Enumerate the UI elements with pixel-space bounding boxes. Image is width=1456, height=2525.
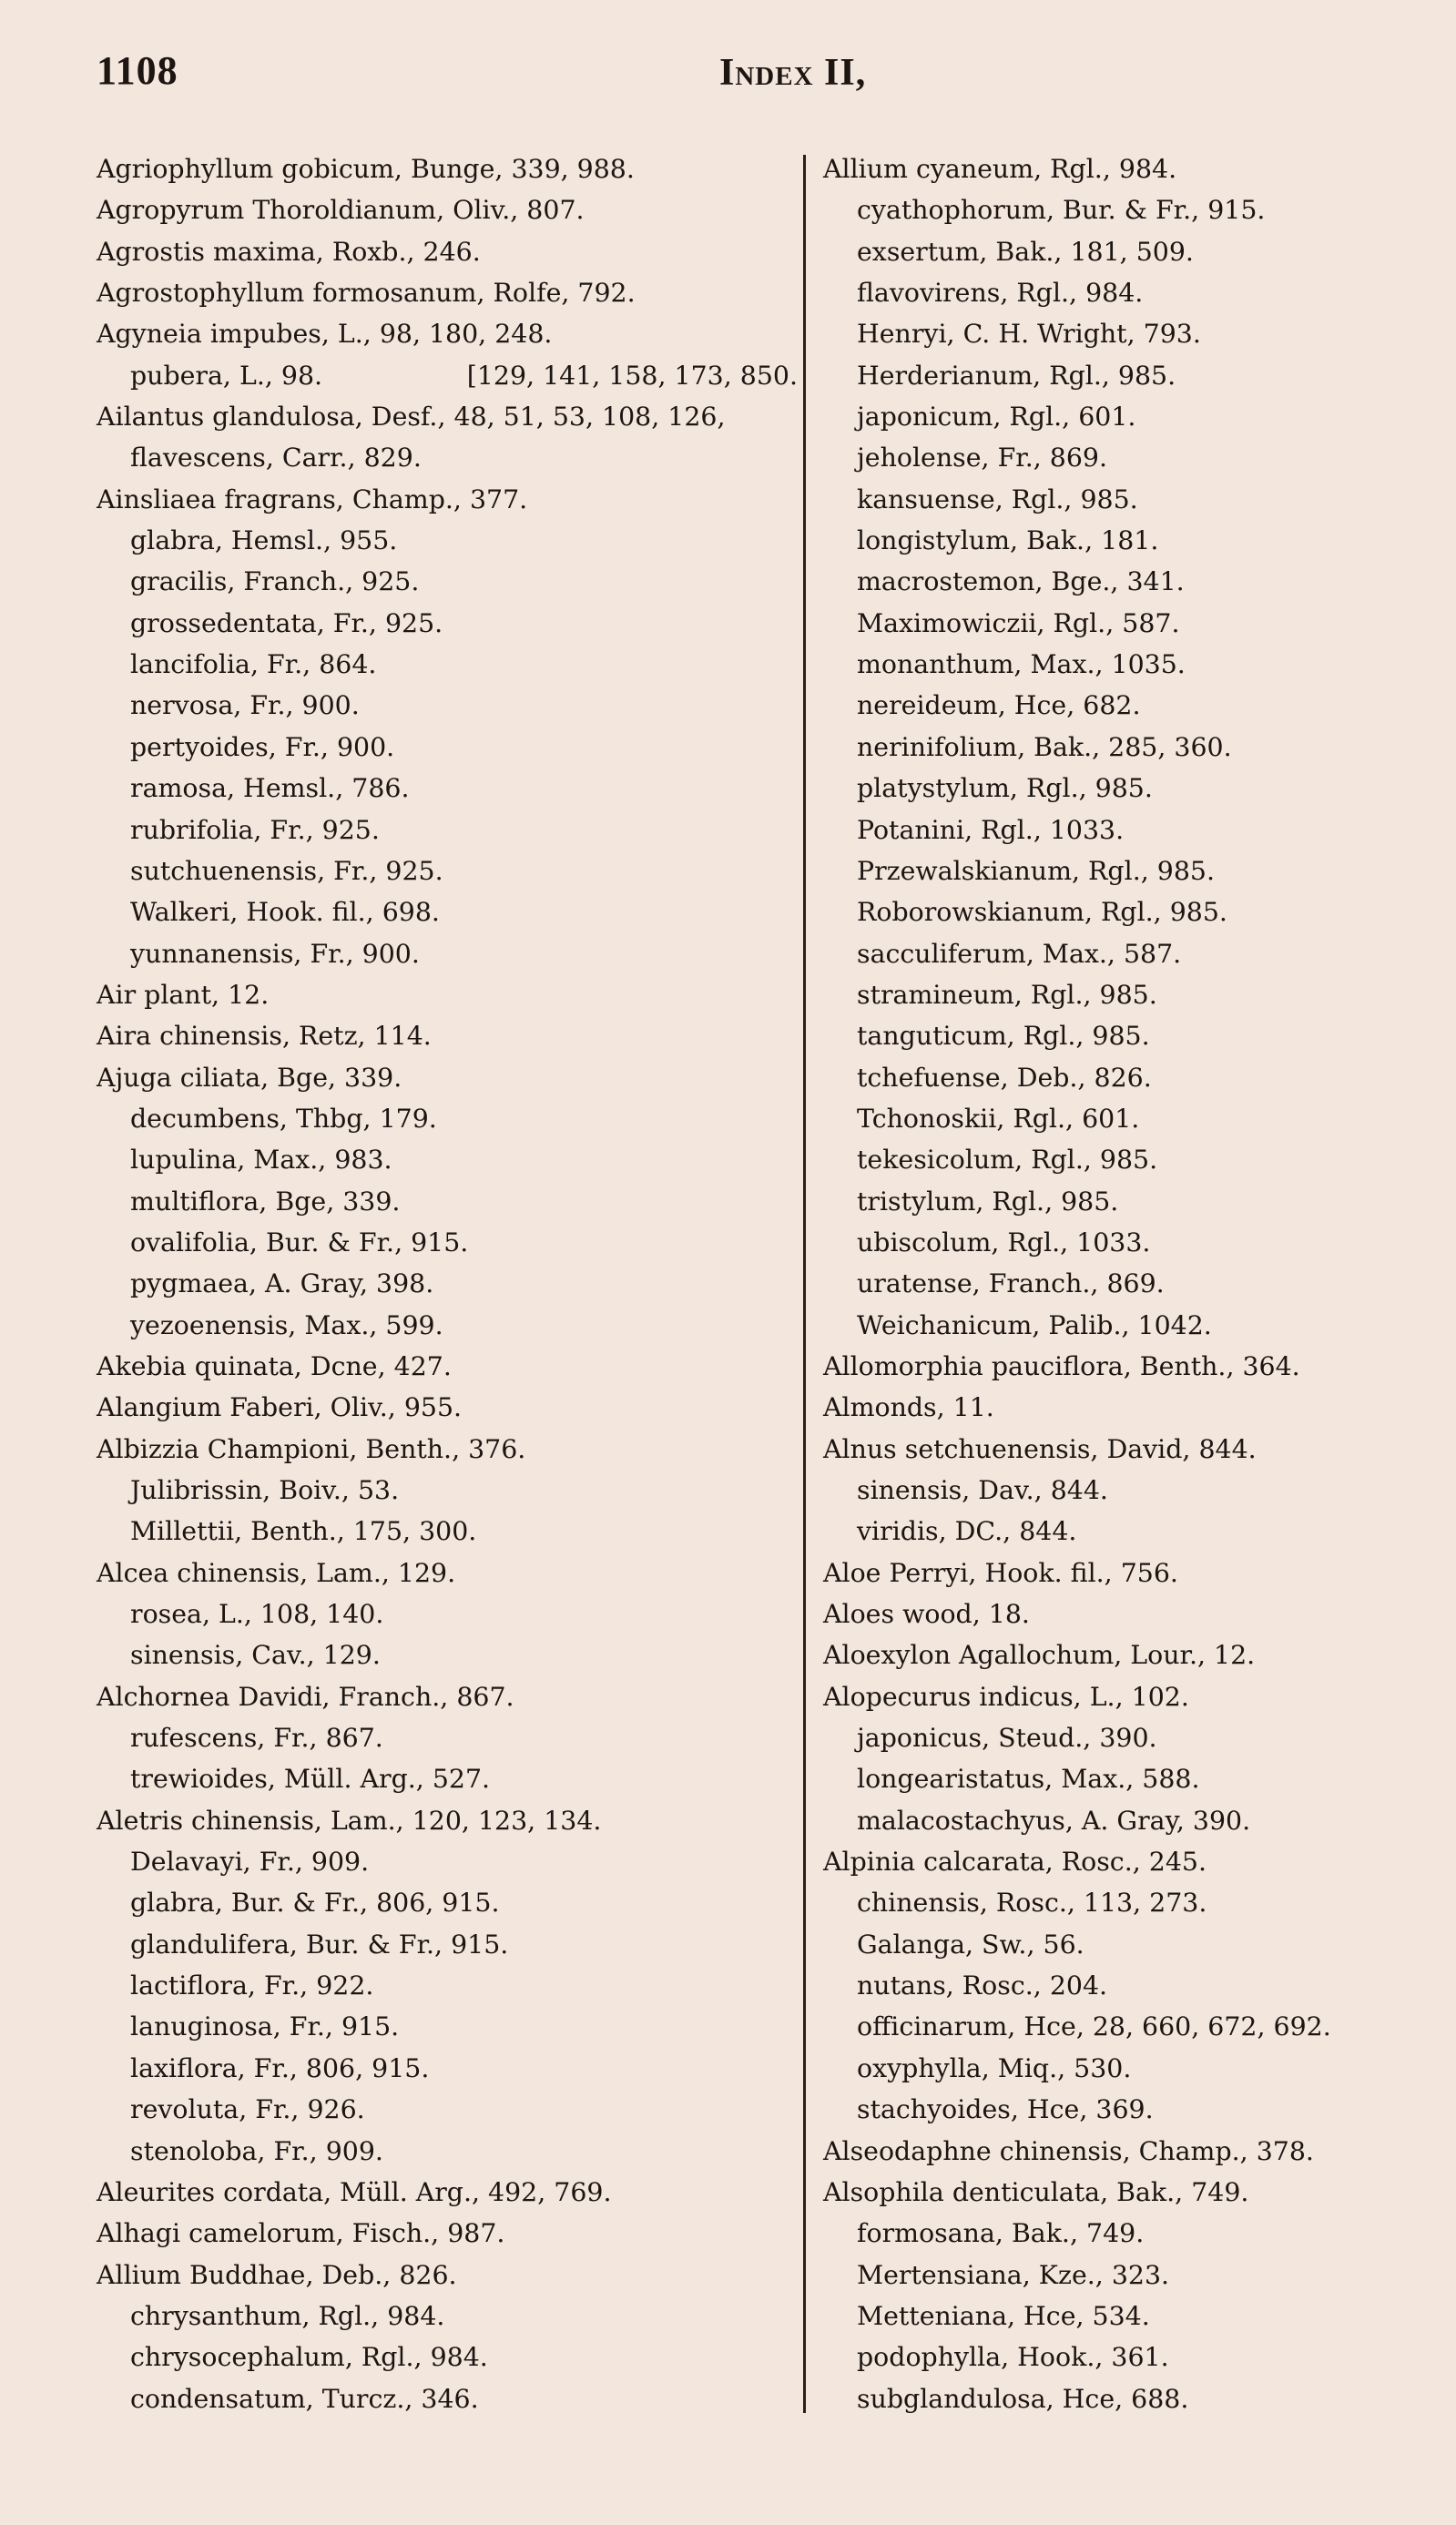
index-subentry bbox=[97, 1263, 798, 1304]
index-subentry bbox=[823, 1882, 1388, 1923]
index-entry bbox=[97, 974, 798, 1015]
entry-text: jeholense, Fr., 869. bbox=[857, 443, 1108, 473]
entry-text: Delavayi, Fr., 909. bbox=[130, 1847, 370, 1878]
entry-text: ubiscolum, Rgl., 1033. bbox=[857, 1227, 1151, 1257]
index-subentry bbox=[823, 685, 1388, 726]
index-entry bbox=[97, 2213, 798, 2254]
index-entry bbox=[97, 479, 798, 520]
index-subentry bbox=[823, 1305, 1388, 1346]
index-entry bbox=[97, 189, 798, 230]
entry-text: Agriophyllum gobicum, Bunge, 339, 988. bbox=[97, 154, 635, 184]
entry-text: japonicus, Steud., 390. bbox=[857, 1723, 1157, 1754]
index-subentry bbox=[97, 1098, 798, 1139]
index-subentry bbox=[823, 809, 1388, 850]
entry-text: revoluta, Fr., 926. bbox=[130, 2094, 365, 2125]
index-subentry bbox=[97, 2089, 798, 2130]
entry-text: ramosa, Hemsl., 786. bbox=[130, 773, 410, 804]
index-subentry bbox=[823, 2378, 1388, 2419]
index-subentry bbox=[823, 189, 1388, 230]
entry-text: exsertum, Bak., 181, 509. bbox=[857, 236, 1194, 267]
entry-text: Ailantus glandulosa, Desf., 48, 51, 53, 108, 126, bbox=[97, 402, 726, 433]
index-subentry bbox=[823, 1139, 1388, 1180]
entry-text: Millettii, Benth., 175, 300. bbox=[130, 1516, 477, 1547]
entry-text: Allium cyaneum, Rgl., 984. bbox=[823, 154, 1177, 184]
index-subentry bbox=[97, 644, 798, 685]
index-subentry bbox=[97, 1181, 798, 1222]
entry-text: lanuginosa, Fr., 915. bbox=[130, 2011, 400, 2042]
entry-text: Alseodaphne chinensis, Champ., 378. bbox=[823, 2135, 1314, 2166]
index-subentry bbox=[823, 768, 1388, 809]
index-subentry bbox=[823, 2337, 1388, 2377]
index-subentry bbox=[823, 313, 1388, 354]
index-subentry bbox=[823, 1717, 1388, 1758]
index-subentry bbox=[823, 2048, 1388, 2089]
index-subentry bbox=[823, 1222, 1388, 1263]
entry-text: Aloe Perryi, Hook. fil., 756. bbox=[823, 1557, 1178, 1588]
index-column-left bbox=[97, 148, 798, 2419]
index-entry bbox=[823, 1676, 1388, 1717]
index-entry bbox=[97, 272, 798, 313]
entry-text: Alsophila denticulata, Bak., 749. bbox=[823, 2176, 1249, 2207]
entry-text: rubrifolia, Fr., 925. bbox=[130, 814, 380, 845]
index-subentry bbox=[97, 1882, 798, 1923]
index-subentry bbox=[823, 1924, 1388, 1965]
index-entry bbox=[97, 1800, 798, 1841]
entry-text: Maximowiczii, Rgl., 587. bbox=[857, 607, 1180, 638]
entry-text: stenoloba, Fr., 909. bbox=[130, 2135, 383, 2166]
index-entry bbox=[823, 2172, 1388, 2213]
index-subentry bbox=[823, 974, 1388, 1015]
entry-text: grossedentata, Fr., 925. bbox=[130, 607, 443, 638]
index-entry bbox=[823, 1593, 1388, 1634]
index-entry bbox=[823, 1553, 1388, 1593]
index-subentry bbox=[97, 520, 798, 561]
entry-text: Almonds, 11. bbox=[823, 1392, 994, 1423]
entry-text: Allium Buddhae, Deb., 826. bbox=[97, 2259, 457, 2290]
index-entry bbox=[97, 2255, 798, 2296]
entry-text: yezoenensis, Max., 599. bbox=[130, 1309, 443, 1340]
index-subentry bbox=[97, 1593, 798, 1634]
index-entry bbox=[97, 2172, 798, 2213]
entry-text: Potanini, Rgl., 1033. bbox=[857, 814, 1125, 845]
entry-text: yunnanensis, Fr., 900. bbox=[130, 938, 420, 969]
index-subentry bbox=[823, 231, 1388, 272]
index-subentry bbox=[97, 2296, 798, 2337]
entry-text: Agropyrum Thoroldianum, Oliv., 807. bbox=[97, 195, 585, 226]
index-subentry bbox=[97, 1841, 798, 1882]
entry-text: nervosa, Fr., 900. bbox=[130, 690, 360, 721]
entry-text: tekesicolum, Rgl., 985. bbox=[857, 1145, 1158, 1176]
entry-text: formosana, Bak., 749. bbox=[857, 2218, 1145, 2249]
index-subentry bbox=[97, 355, 798, 396]
index-subentry bbox=[97, 685, 798, 726]
entry-text: flavescens, Carr., 829. bbox=[130, 443, 422, 473]
entry-text: sinensis, Dav., 844. bbox=[857, 1475, 1108, 1505]
entry-text: viridis, DC., 844. bbox=[857, 1516, 1077, 1547]
entry-text: sacculiferum, Max., 587. bbox=[857, 938, 1182, 969]
index-subentry bbox=[823, 2089, 1388, 2130]
index-entry bbox=[97, 1429, 798, 1470]
index-subentry bbox=[97, 1511, 798, 1552]
index-entry bbox=[97, 148, 798, 189]
entry-text: podophylla, Hook., 361. bbox=[857, 2342, 1169, 2373]
entry-text: Aloexylon Agallochum, Lour., 12. bbox=[823, 1640, 1256, 1671]
index-subentry bbox=[97, 891, 798, 932]
entry-text: multiflora, Bge, 339. bbox=[130, 1186, 401, 1217]
entry-text: Alopecurus indicus, L., 102. bbox=[823, 1681, 1189, 1712]
index-entry bbox=[823, 1387, 1388, 1428]
page-header bbox=[0, 47, 1456, 111]
entry-text: officinarum, Hce, 28, 660, 672, 692. bbox=[857, 2011, 1331, 2042]
entry-text: Aira chinensis, Retz, 114. bbox=[97, 1021, 432, 1052]
index-subentry bbox=[97, 1965, 798, 2006]
entry-text: Alangium Faberi, Oliv., 955. bbox=[97, 1392, 463, 1423]
entry-text: Mertensiana, Kze., 323. bbox=[857, 2259, 1170, 2290]
entry-text: rufescens, Fr., 867. bbox=[130, 1723, 383, 1754]
index-subentry bbox=[97, 2131, 798, 2172]
entry-text: lupulina, Max., 983. bbox=[130, 1145, 392, 1176]
entry-text: trewioides, Müll. Arg., 527. bbox=[130, 1764, 491, 1795]
index-subentry bbox=[823, 603, 1388, 644]
index-entry bbox=[97, 1387, 798, 1428]
index-subentry bbox=[823, 850, 1388, 891]
entry-text: nutans, Rosc., 204. bbox=[857, 1970, 1108, 2001]
entry-text: stramineum, Rgl., 985. bbox=[857, 979, 1157, 1010]
index-entry bbox=[97, 1676, 798, 1717]
index-subentry bbox=[97, 437, 798, 478]
entry-text: Aletris chinensis, Lam., 120, 123, 134. bbox=[97, 1805, 602, 1836]
index-subentry bbox=[97, 1222, 798, 1263]
entry-text: gracilis, Franch., 925. bbox=[130, 566, 420, 597]
entry-text: pygmaea, A. Gray, 398. bbox=[130, 1268, 434, 1299]
entry-text: Roborowskianum, Rgl., 985. bbox=[857, 897, 1227, 928]
entry-text: Walkeri, Hook. fil., 698. bbox=[130, 897, 440, 928]
index-subentry bbox=[823, 644, 1388, 685]
index-entry bbox=[97, 231, 798, 272]
entry-text: Julibrissin, Boiv., 53. bbox=[130, 1475, 400, 1505]
entry-text: nerinifolium, Bak., 285, 360. bbox=[857, 731, 1232, 762]
entry-text: lactiflora, Fr., 922. bbox=[130, 1970, 374, 2001]
index-subentry bbox=[823, 891, 1388, 932]
entry-text: tchefuense, Deb., 826. bbox=[857, 1062, 1152, 1093]
index-subentry bbox=[97, 1139, 798, 1180]
index-subentry bbox=[823, 520, 1388, 561]
index-subentry bbox=[97, 1924, 798, 1965]
index-subentry bbox=[823, 2296, 1388, 2337]
entry-text: Weichanicum, Palib., 1042. bbox=[857, 1309, 1212, 1340]
entry-text: Alhagi camelorum, Fisch., 987. bbox=[97, 2218, 505, 2249]
entry-text: Galanga, Sw., 56. bbox=[857, 1929, 1084, 1960]
entry-text: tanguticum, Rgl., 985. bbox=[857, 1021, 1150, 1052]
entry-overflow-note: [129, 141, 158, 173, 850. bbox=[466, 360, 798, 391]
entry-text: Alcea chinensis, Lam., 129. bbox=[97, 1557, 456, 1588]
index-subentry bbox=[823, 933, 1388, 974]
entry-text: Ainsliaea fragrans, Champ., 377. bbox=[97, 484, 528, 514]
index-subentry bbox=[97, 2048, 798, 2089]
index-subentry bbox=[823, 2255, 1388, 2296]
entry-text: Alpinia calcarata, Rosc., 245. bbox=[823, 1847, 1207, 1878]
entry-text: Albizzia Championi, Benth., 376. bbox=[97, 1433, 526, 1464]
page-number: 1108 bbox=[97, 48, 178, 93]
entry-text: Alchornea Davidi, Franch., 867. bbox=[97, 1681, 514, 1712]
entry-text: decumbens, Thbg, 179. bbox=[130, 1103, 437, 1134]
entry-text: Akebia quinata, Dcne, 427. bbox=[97, 1350, 452, 1381]
entry-text: japonicum, Rgl., 601. bbox=[857, 402, 1136, 433]
index-subentry bbox=[97, 809, 798, 850]
entry-text: subglandulosa, Hce, 688. bbox=[857, 2383, 1189, 2414]
entry-text: Air plant, 12. bbox=[97, 979, 270, 1010]
index-subentry bbox=[823, 1098, 1388, 1139]
entry-text: chrysocephalum, Rgl., 984. bbox=[130, 2342, 488, 2373]
index-entry bbox=[823, 1429, 1388, 1470]
entry-text: Henryi, C. H. Wright, 793. bbox=[857, 319, 1201, 350]
entry-text: sutchuenensis, Fr., 925. bbox=[130, 855, 443, 886]
index-subentry bbox=[97, 933, 798, 974]
index-subentry bbox=[823, 272, 1388, 313]
index-entry bbox=[97, 1553, 798, 1593]
entry-text: chrysanthum, Rgl., 984. bbox=[130, 2300, 445, 2331]
index-subentry bbox=[823, 1015, 1388, 1056]
index-subentry bbox=[97, 1470, 798, 1511]
index-subentry bbox=[97, 1758, 798, 1799]
index-entry bbox=[823, 1841, 1388, 1882]
entry-text: oxyphylla, Miq., 530. bbox=[857, 2052, 1132, 2083]
entry-text: Alnus setchuenensis, David, 844. bbox=[823, 1433, 1257, 1464]
index-entry bbox=[97, 313, 798, 354]
index-subentry bbox=[823, 355, 1388, 396]
index-subentry bbox=[823, 1470, 1388, 1511]
entry-text: longearistatus, Max., 588. bbox=[857, 1764, 1200, 1795]
entry-text: nereideum, Hce, 682. bbox=[857, 690, 1141, 721]
entry-text: stachyoides, Hce, 369. bbox=[857, 2094, 1154, 2125]
entry-text: tristylum, Rgl., 985. bbox=[857, 1186, 1119, 1217]
index-entry bbox=[97, 1346, 798, 1387]
index-subentry bbox=[97, 2378, 798, 2419]
entry-text: kansuense, Rgl., 985. bbox=[857, 484, 1138, 514]
index-subentry bbox=[823, 2213, 1388, 2254]
index-subentry bbox=[823, 1800, 1388, 1841]
entry-text: platystylum, Rgl., 985. bbox=[857, 773, 1153, 804]
entry-text: Aleurites cordata, Müll. Arg., 492, 769. bbox=[97, 2176, 612, 2207]
entry-text: Ajuga ciliata, Bge, 339. bbox=[97, 1062, 402, 1093]
entry-text: condensatum, Turcz., 346. bbox=[130, 2383, 479, 2414]
index-subentry bbox=[823, 561, 1388, 602]
index-subentry bbox=[823, 2006, 1388, 2047]
entry-text: monanthum, Max., 1035. bbox=[857, 649, 1186, 680]
index-subentry bbox=[97, 768, 798, 809]
column-divider bbox=[803, 155, 806, 2413]
entry-text: ovalifolia, Bur. & Fr., 915. bbox=[130, 1227, 469, 1257]
entry-text: glabra, Hemsl., 955. bbox=[130, 525, 398, 556]
entry-text: cyathophorum, Bur. & Fr., 915. bbox=[857, 195, 1266, 226]
entry-text: Allomorphia pauciflora, Benth., 364. bbox=[823, 1350, 1300, 1381]
entry-text: malacostachyus, A. Gray, 390. bbox=[857, 1805, 1251, 1836]
entry-text: Przewalskianum, Rgl., 985. bbox=[857, 855, 1215, 886]
entry-text: Metteniana, Hce, 534. bbox=[857, 2300, 1150, 2331]
index-subentry bbox=[823, 1965, 1388, 2006]
index-subentry bbox=[97, 561, 798, 602]
entry-text: Agrostophyllum formosanum, Rolfe, 792. bbox=[97, 278, 636, 309]
entry-text: sinensis, Cav., 129. bbox=[130, 1640, 381, 1671]
index-subentry bbox=[823, 479, 1388, 520]
index-subentry bbox=[823, 1511, 1388, 1552]
index-subentry bbox=[823, 1057, 1388, 1098]
entry-text: Tchonoskii, Rgl., 601. bbox=[857, 1103, 1140, 1134]
entry-text: rosea, L., 108, 140. bbox=[130, 1599, 384, 1630]
index-entry bbox=[97, 1015, 798, 1056]
entry-text: lancifolia, Fr., 864. bbox=[130, 649, 377, 680]
running-title: Index II, bbox=[719, 52, 867, 94]
index-subentry bbox=[823, 1263, 1388, 1304]
entry-text: glabra, Bur. & Fr., 806, 915. bbox=[130, 1888, 500, 1919]
index-entry bbox=[823, 1346, 1388, 1387]
entry-text: flavovirens, Rgl., 984. bbox=[857, 278, 1144, 309]
index-subentry bbox=[97, 1717, 798, 1758]
index-subentry bbox=[97, 1305, 798, 1346]
index-entry bbox=[823, 148, 1388, 189]
index-entry bbox=[97, 1057, 798, 1098]
entry-text: Aloes wood, 18. bbox=[823, 1599, 1030, 1630]
index-subentry bbox=[823, 396, 1388, 437]
entry-text: Agrostis maxima, Roxb., 246. bbox=[97, 236, 481, 267]
index-subentry bbox=[97, 603, 798, 644]
index-subentry bbox=[823, 1758, 1388, 1799]
index-subentry bbox=[97, 1634, 798, 1675]
index-entry bbox=[823, 2131, 1388, 2172]
entry-text: longistylum, Bak., 181. bbox=[857, 525, 1159, 556]
index-column-right bbox=[823, 148, 1388, 2419]
entry-text: Herderianum, Rgl., 985. bbox=[857, 360, 1176, 391]
index-subentry bbox=[97, 727, 798, 768]
entry-text: glandulifera, Bur. & Fr., 915. bbox=[130, 1929, 509, 1960]
entry-text: laxiflora, Fr., 806, 915. bbox=[130, 2052, 430, 2083]
index-entry bbox=[823, 1634, 1388, 1675]
entry-text: uratense, Franch., 869. bbox=[857, 1268, 1165, 1299]
index-subentry bbox=[97, 2006, 798, 2047]
index-subentry bbox=[823, 1181, 1388, 1222]
index-subentry bbox=[97, 2337, 798, 2377]
entry-text: macrostemon, Bge., 341. bbox=[857, 566, 1185, 597]
entry-text: chinensis, Rosc., 113, 273. bbox=[857, 1888, 1207, 1919]
entry-text: pertyoides, Fr., 900. bbox=[130, 731, 395, 762]
index-subentry bbox=[823, 727, 1388, 768]
entry-text: pubera, L., 98. bbox=[130, 360, 323, 391]
index-subentry bbox=[97, 850, 798, 891]
index-entry bbox=[97, 396, 798, 437]
entry-text: Agyneia impubes, L., 98, 180, 248. bbox=[97, 319, 553, 350]
index-subentry bbox=[823, 437, 1388, 478]
